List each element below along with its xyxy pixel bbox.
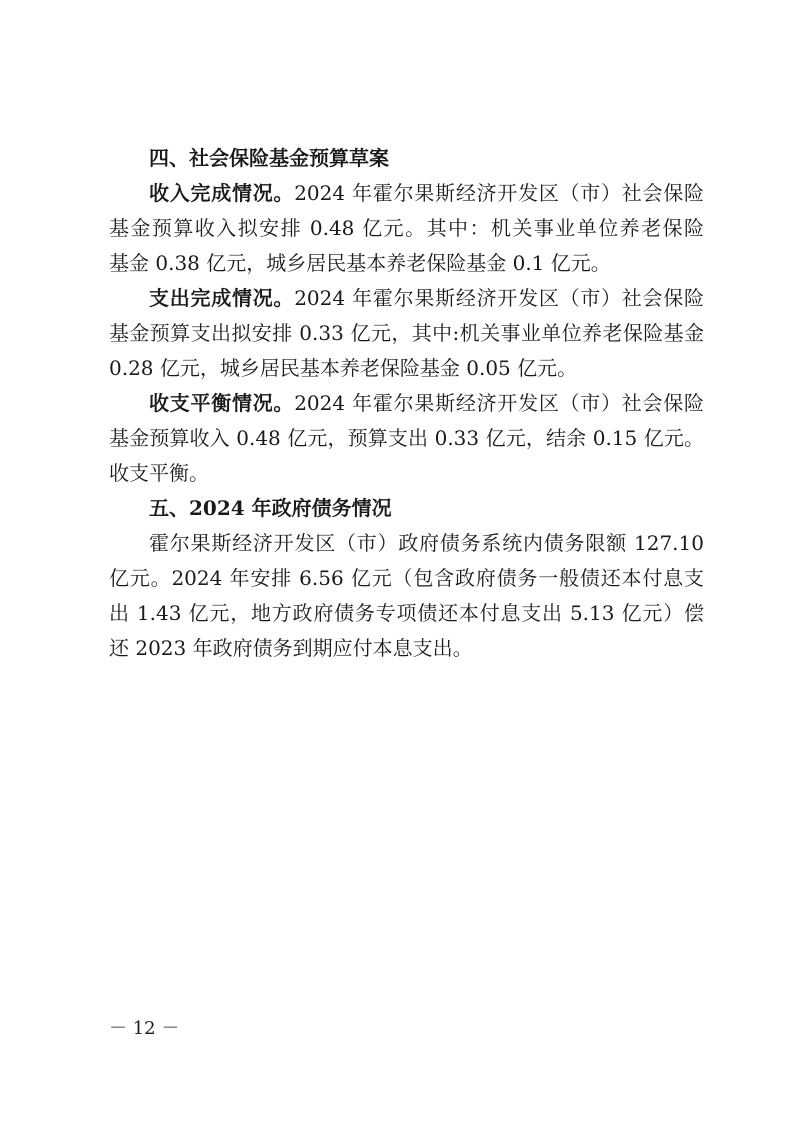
- paragraph-debt-line-3: 出 1.43 亿元，地方政府债务专项债还本付息支出 5.13 亿元）偿: [109, 601, 704, 625]
- paragraph-debt-line-1: 霍尔果斯经济开发区（市）政府债务系统内债务限额 127.10: [149, 531, 704, 555]
- document-body: [109, 146, 704, 671]
- section-heading-social-insurance: 四、社会保险基金预算草案: [149, 146, 389, 170]
- expense-text-1: 2024 年霍尔果斯经济开发区（市）社会保险: [294, 286, 705, 310]
- paragraph-expense-line-2: 基金预算支出拟安排 0.33 亿元，其中:机关事业单位养老保险基金: [109, 321, 704, 345]
- paragraph-expense-line-1: [109, 286, 704, 310]
- paragraph-income-line-2: 基金预算收入拟安排 0.48 亿元。其中：机关事业单位养老保险: [109, 216, 704, 240]
- paragraph-balance-line-3: 收支平衡。: [109, 461, 209, 485]
- paragraph-income-line-1: [109, 181, 704, 205]
- expense-lead: 支出完成情况。: [149, 286, 295, 310]
- income-text-1: 2024 年霍尔果斯经济开发区（市）社会保险: [294, 181, 705, 205]
- paragraph-income-line-3: 基金 0.38 亿元，城乡居民基本养老保险基金 0.1 亿元。: [109, 251, 611, 275]
- paragraph-debt-line-2: 亿元。2024 年安排 6.56 亿元（包含政府债务一般债还本付息支: [109, 566, 704, 590]
- paragraph-expense-line-3: 0.28 亿元，城乡居民基本养老保险基金 0.05 亿元。: [109, 356, 578, 380]
- income-lead: 收入完成情况。: [149, 181, 295, 205]
- balance-text-1: 2024 年霍尔果斯经济开发区（市）社会保险: [294, 391, 705, 415]
- paragraph-debt-line-4: 还 2023 年政府债务到期应付本息支出。: [109, 636, 473, 660]
- section-heading-government-debt: 五、2024 年政府债务情况: [149, 496, 392, 520]
- paragraph-balance-line-1: [109, 391, 704, 415]
- page-number: － 12 －: [109, 1018, 180, 1039]
- paragraph-balance-line-2: 基金预算收入 0.48 亿元，预算支出 0.33 亿元，结余 0.15 亿元。: [109, 426, 704, 450]
- balance-lead: 收支平衡情况。: [149, 391, 295, 415]
